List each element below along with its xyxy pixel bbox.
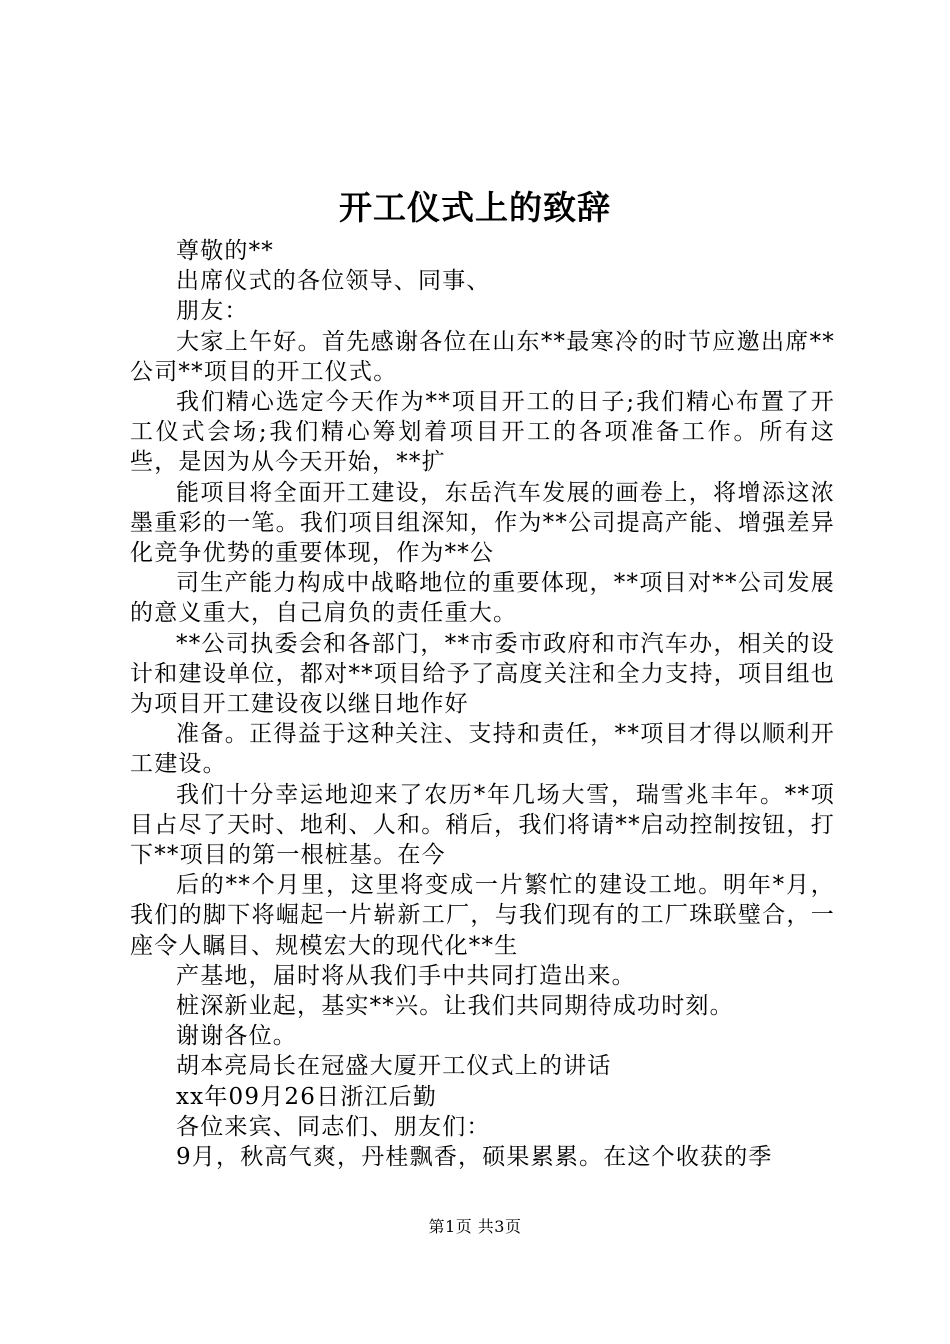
document-body xyxy=(130,236,835,1172)
paragraph: 大家上午好。首先感谢各位在山东**最寒冷的时节应邀出席**公司**项目的开工仪式。 xyxy=(130,328,835,385)
paragraph-salutation-3: 朋友： xyxy=(176,298,249,325)
paragraph: **公司执委会和各部门，**市委市政府和市汽车办，相关的设计和建设单位，都对**项目给予了高度关注和全力支持，项目组也为项目开工建设夜以继日地作好 xyxy=(130,630,835,718)
page-footer: 第1页 共3页 xyxy=(428,1217,522,1236)
paragraph: 司生产能力构成中战略地位的重要体现，**项目对**公司发展的意义重大，自己肩负的责任重大。 xyxy=(130,570,835,627)
paragraph: 准备。正得益于这种关注、支持和责任，**项目才得以顺利开工建设。 xyxy=(130,721,835,778)
paragraph: 谢谢各位。 xyxy=(176,1023,297,1050)
paragraph-salutation-2: 出席仪式的各位领导、同事、 xyxy=(176,268,491,295)
document-title: 开工仪式上的致辞 xyxy=(339,188,611,227)
paragraph: 我们十分幸运地迎来了农历*年几场大雪，瑞雪兆丰年。**项目占尽了天时、地利、人和。稍后，我们将请**启动控制按钮，打下**项目的第一根桩基。在今 xyxy=(130,781,835,869)
paragraph-salutation: 尊敬的** xyxy=(176,238,274,264)
paragraph: 我们精心选定今天作为**项目开工的日子;我们精心布置了开工仪式会场;我们精心筹划着项目开工的各项准备工作。所有这些，是因为从今天开始，**扩 xyxy=(130,389,835,476)
paragraph: 产基地，届时将从我们手中共同打造出来。 xyxy=(176,962,636,989)
date-line: xx年09月26日浙江后勤 xyxy=(176,1083,438,1110)
paragraph: 9月，秋高气爽，丹桂飘香，硕果累累。在这个收获的季 xyxy=(176,1144,773,1171)
paragraph: 桩深新业起，基实**兴。让我们共同期待成功时刻。 xyxy=(176,993,734,1020)
section-heading: 胡本亮局长在冠盛大厦开工仪式上的讲话 xyxy=(176,1053,612,1080)
paragraph-salutation-4: 各位来宾、同志们、朋友们： xyxy=(176,1113,491,1140)
paragraph: 能项目将全面开工建设，东岳汽车发展的画卷上，将增添这浓墨重彩的一笔。我们项目组深知，作为**公司提高产能、增强差异化竞争优势的重要体现，作为**公 xyxy=(130,479,835,567)
paragraph: 后的**个月里，这里将变成一片繁忙的建设工地。明年*月，我们的脚下将崛起一片崭新工厂，与我们现有的工厂珠联璧合，一座令人瞩目、规模宏大的现代化**生 xyxy=(130,872,835,959)
